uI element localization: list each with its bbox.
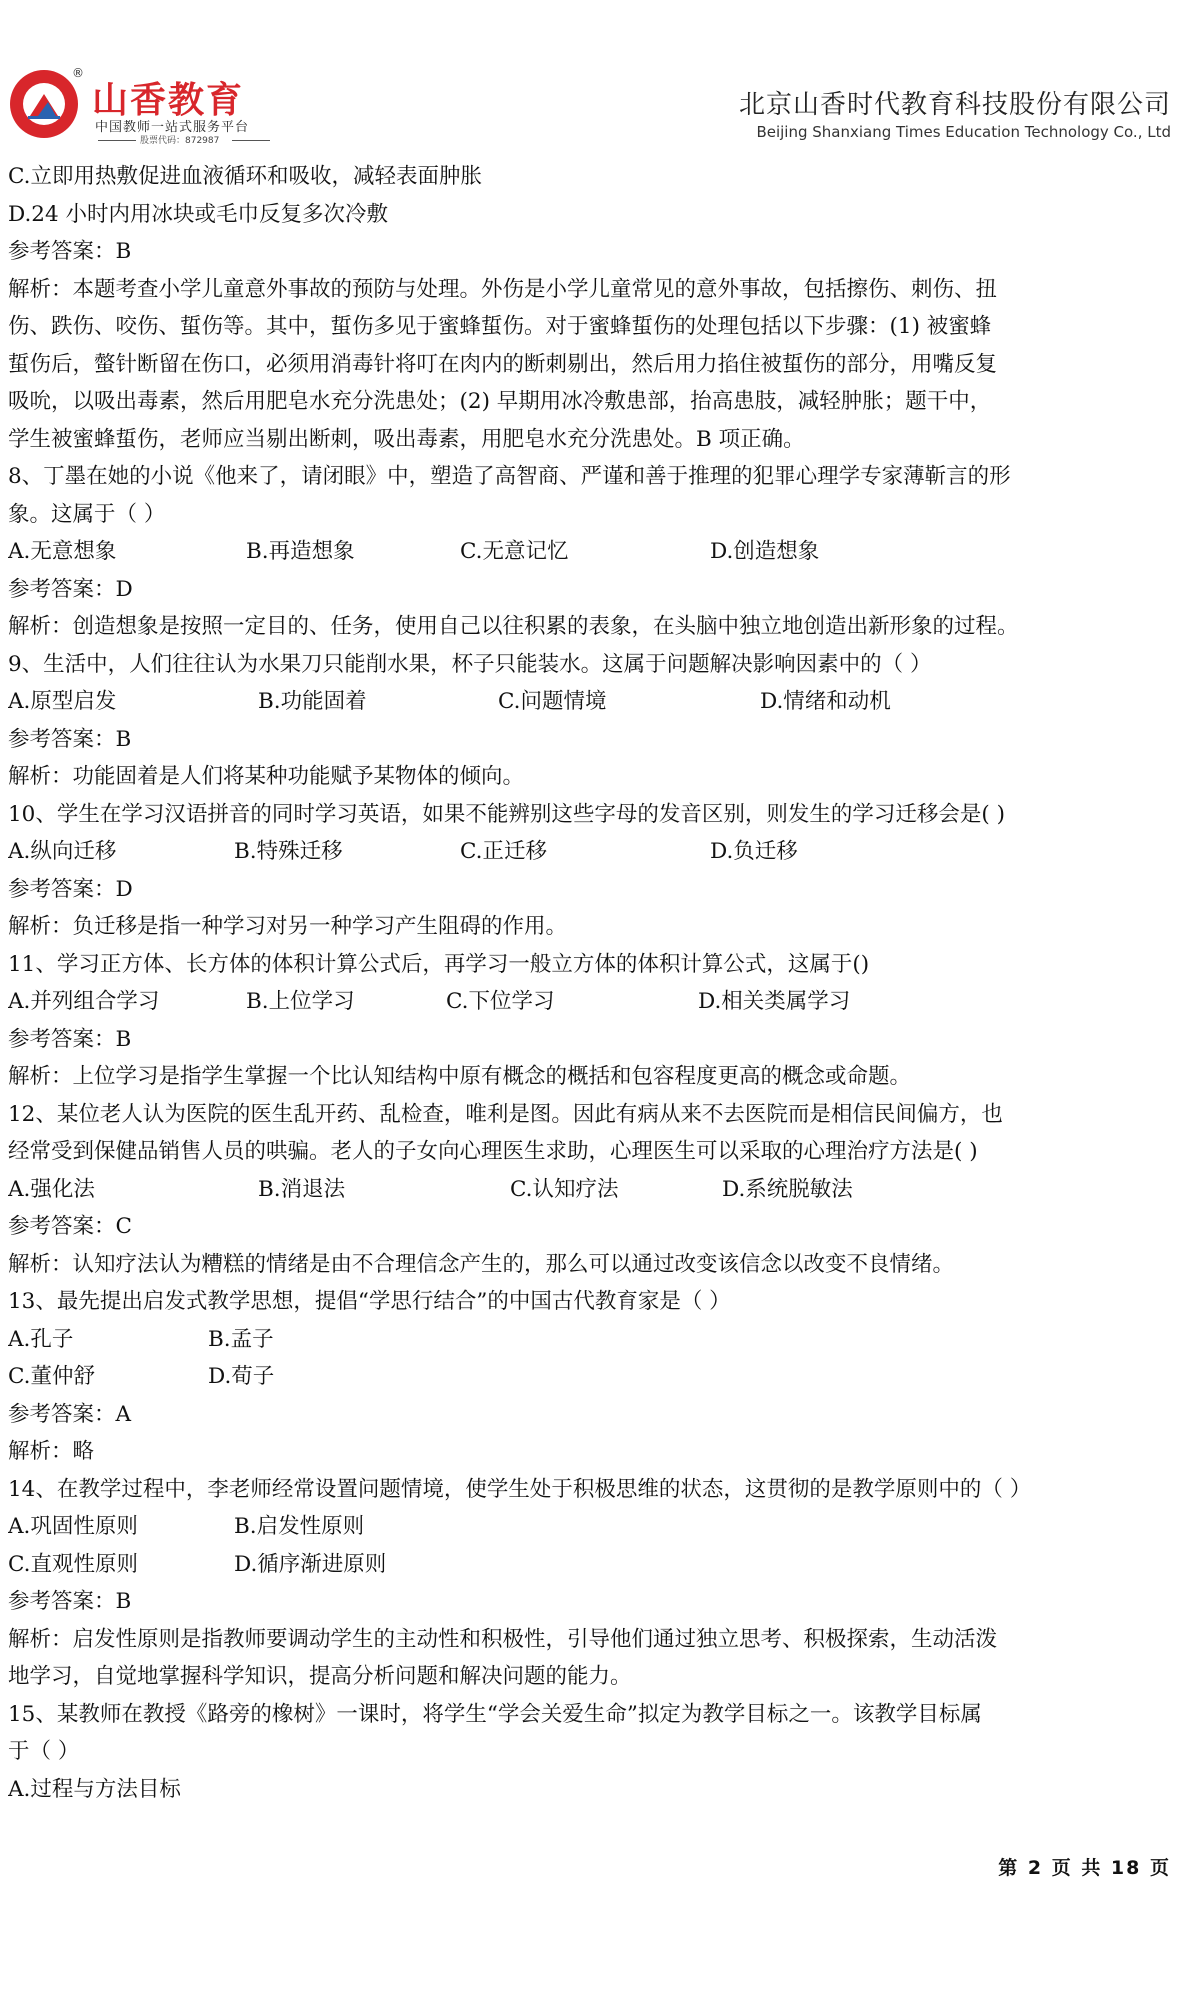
analysis-line: 解析：负迁移是指一种学习对另一种学习产生阻碍的作用。 xyxy=(8,914,568,939)
analysis-line: 学生被蜜蜂蜇伤，老师应当剔出断刺，吸出毒素，用肥皂水充分洗患处。B 项正确。 xyxy=(8,426,805,452)
options-row xyxy=(8,1171,1173,1209)
option-d: D.负迁移 xyxy=(710,839,798,864)
question-stem: 14、在教学过程中，李老师经常设置问题情境，使学生处于积极思维的状态，这贯彻的是教学原则中的（ ） xyxy=(8,1476,1032,1502)
analysis-line: 伤、跌伤、咬伤、蜇伤等。其中，蜇伤多见于蜜蜂蜇伤。对于蜜蜂蜇伤的处理包括以下步骤：(1) 被蜜蜂 xyxy=(8,314,992,339)
question-stem: 经常受到保健品销售人员的哄骗。老人的子女向心理医生求助，心理医生可以采取的心理治疗方法是( ) xyxy=(8,1139,978,1164)
brand-name: 山香教育 xyxy=(92,80,245,121)
answer-line: 参考答案：B xyxy=(8,726,132,752)
answer-line: 参考答案：A xyxy=(8,1401,132,1427)
option-b: B.孟子 xyxy=(208,1326,274,1352)
question-stem: 13、最先提出启发式教学思想，提倡“学思行结合”的中国古代教育家是（ ） xyxy=(8,1289,731,1314)
analysis-line: 解析：略 xyxy=(8,1439,95,1464)
option-c: C.直观性原则 xyxy=(8,1551,139,1577)
answer-line: 参考答案：C xyxy=(8,1214,132,1239)
question-stem: 9、生活中，人们往往认为水果刀只能削水果，杯子只能装水。这属于问题解决影响因素中的（ ） xyxy=(8,651,932,677)
company-name-cn: 北京山香时代教育科技股份有限公司 xyxy=(738,90,1171,120)
page-number: 第 2 页 共 18 页 xyxy=(998,1857,1171,1879)
brand-tagline: 中国教师一站式服务平台 xyxy=(95,120,250,135)
brand-code-row xyxy=(98,133,270,147)
option-a: A.并列组合学习 xyxy=(8,989,160,1014)
answer-line: 参考答案：D xyxy=(8,576,133,602)
option-a: A.无意想象 xyxy=(8,539,117,564)
option-b: B.特殊迁移 xyxy=(234,839,343,864)
answer-line: 参考答案：D xyxy=(8,876,133,902)
question-stem: 象。这属于（ ） xyxy=(8,501,166,527)
page-header xyxy=(0,0,1187,152)
option-c: C.正迁移 xyxy=(460,839,548,864)
answer-line: 参考答案：B xyxy=(8,1026,132,1052)
analysis-line: 解析：认知疗法认为糟糕的情绪是由不合理信念产生的，那么可以通过改变该信念以改变不良情绪。 xyxy=(8,1251,955,1277)
option-a: A.过程与方法目标 xyxy=(8,1776,181,1802)
question-stem: 10、学生在学习汉语拼音的同时学习英语，如果不能辨别这些字母的发音区别，则发生的学习迁移会是( ) xyxy=(8,801,1005,827)
logo-icon xyxy=(10,70,78,138)
answer-line: 参考答案：B xyxy=(8,239,132,264)
options-row xyxy=(8,1358,1173,1396)
option-c: C.董仲舒 xyxy=(8,1364,96,1389)
analysis-line: 吸吮，以吸出毒素，然后用肥皂水充分洗患处；(2) 早期用冰冷敷患部，抬高患肢，减轻肿胀；题干中， xyxy=(8,389,992,414)
option-c: C.认知疗法 xyxy=(510,1176,619,1202)
options-row xyxy=(8,983,1173,1021)
option-d: D.相关类属学习 xyxy=(698,989,851,1014)
option-a: A.纵向迁移 xyxy=(8,839,117,864)
option-b: B.功能固着 xyxy=(258,689,367,714)
question-stem: 于（ ） xyxy=(8,1739,80,1764)
option-a: A.巩固性原则 xyxy=(8,1514,138,1539)
question-stem: 8、丁墨在她的小说《他来了，请闭眼》中，塑造了高智商、严谨和善于推理的犯罪心理学专家薄靳言的形 xyxy=(8,464,1011,489)
option-a: A.孔子 xyxy=(8,1326,74,1352)
options-row xyxy=(8,1546,1173,1584)
option-d: D.荀子 xyxy=(208,1364,275,1389)
stock-code: 股票代码：872987 xyxy=(140,136,220,146)
question-content xyxy=(8,158,1173,1808)
option-d: D.创造想象 xyxy=(710,539,820,564)
analysis-line: 解析：上位学习是指学生掌握一个比认知结构中原有概念的概括和包容程度更高的概念或命题。 xyxy=(8,1064,912,1089)
registered-mark: ® xyxy=(72,66,84,80)
analysis-line: 解析：启发性原则是指教师要调动学生的主动性和积极性，引导他们通过独立思考、积极探索，生动活泼 xyxy=(8,1626,998,1652)
options-row xyxy=(8,1508,1173,1546)
option-c: C.问题情境 xyxy=(498,689,607,714)
company-name-en: Beijing Shanxiang Times Education Technology Co., Ltd xyxy=(756,123,1171,141)
analysis-line: 地学习，自觉地掌握科学知识，提高分析问题和解决问题的能力。 xyxy=(8,1664,632,1689)
question-stem: 15、某教师在教授《路旁的橡树》一课时，将学生“学会关爱生命”拟定为教学目标之一。该教学目标属 xyxy=(8,1701,982,1727)
option-line: C.立即用热敷促进血液循环和吸收，减轻表面肿胀 xyxy=(8,164,483,189)
analysis-line: 蜇伤后，螫针断留在伤口，必须用消毒针将叮在肉内的断刺剔出，然后用力掐住被蜇伤的部分，用嘴反复 xyxy=(8,351,998,377)
option-b: B.上位学习 xyxy=(246,989,355,1014)
option-line: D.24 小时内用冰块或毛巾反复多次冷敷 xyxy=(8,201,388,227)
options-row xyxy=(8,1321,1173,1359)
question-stem: 11、学习正方体、长方体的体积计算公式后，再学习一般立方体的体积计算公式，这属于() xyxy=(8,951,870,977)
question-stem: 12、某位老人认为医院的医生乱开药、乱检查，唯利是图。因此有病从来不去医院而是相信民间偏方，也 xyxy=(8,1101,1003,1127)
options-row xyxy=(8,683,1173,721)
option-a: A.强化法 xyxy=(8,1176,95,1202)
analysis-line: 解析：功能固着是人们将某种功能赋予某物体的倾向。 xyxy=(8,764,525,789)
option-d: D.系统脱敏法 xyxy=(722,1176,853,1202)
option-a: A.原型启发 xyxy=(8,689,117,714)
option-b: B.启发性原则 xyxy=(234,1514,365,1539)
options-row xyxy=(8,533,1173,571)
option-c: C.无意记忆 xyxy=(460,539,569,564)
options-row xyxy=(8,833,1173,871)
analysis-line: 解析：创造想象是按照一定目的、任务，使用自己以往积累的表象，在头脑中独立地创造出新形象的过程。 xyxy=(8,614,1019,639)
analysis-line: 解析：本题考查小学儿童意外事故的预防与处理。外伤是小学儿童常见的意外事故，包括擦伤、刺伤、扭 xyxy=(8,276,998,302)
option-b: B.再造想象 xyxy=(246,539,355,564)
option-c: C.下位学习 xyxy=(446,989,555,1014)
option-b: B.消退法 xyxy=(258,1176,346,1202)
option-d: D.情绪和动机 xyxy=(760,689,891,714)
option-d: D.循序渐进原则 xyxy=(234,1551,387,1577)
answer-line: 参考答案：B xyxy=(8,1589,132,1614)
